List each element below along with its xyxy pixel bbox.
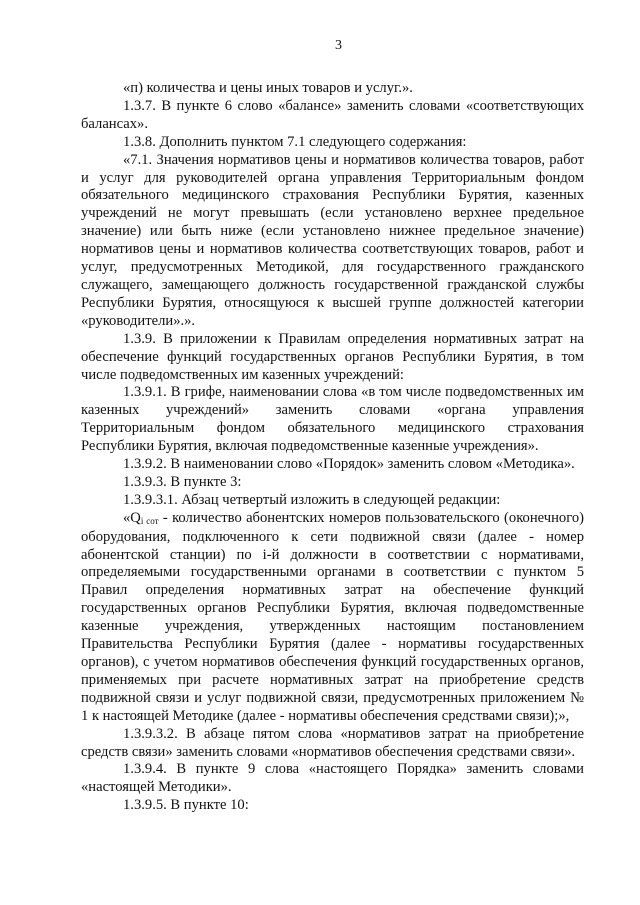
paragraph-1-3-9: 1.3.9. В приложении к Правилам определения нормативных затрат на обеспечение функций государственных органов Республики Бурятия, в том числе подведомственных им казенных учреждений:: [81, 330, 584, 383]
document-body: [81, 80, 584, 815]
paragraph-1-3-9-3-1: 1.3.9.3.1. Абзац четвертый изложить в следующей редакции:: [123, 491, 501, 508]
paragraph-1-3-9-5: 1.3.9.5. В пункте 10:: [123, 797, 249, 814]
paragraph-1-3-7: 1.3.7. В пункте 6 слово «балансе» заменить словами «соответствующих балансах».: [81, 97, 584, 132]
formula-subscript: i сот: [140, 515, 159, 526]
paragraph-7-1: «7.1. Значения нормативов цены и нормативов количества товаров, работ и услуг для руководителей органа управления Территориальным фондом обязательного медицинского страхования Республики Бурятия, казенных учреждений не могут превышать (если установлено верхнее предельное значение) или быть ниже (если установлено нижнее предельное значение) нормативов цены и нормативов количества соответствующих товаров, работ и услуг, предусмотренных Методикой, для государственного гражданского служащего, замещающего должность государственной гражданской службы Республики Бурятия, относящуюся к высшей группе должностей категории «руководители».».: [81, 151, 584, 329]
page-number: 3: [335, 38, 342, 53]
paragraph-formula-q: [81, 510, 584, 726]
paragraph-1-3-9-2: 1.3.9.2. В наименовании слово «Порядок» заменить словом «Методика».: [123, 456, 575, 473]
formula-symbol: Q: [130, 509, 141, 526]
paragraph-1-3-9-3-2: 1.3.9.3.2. В абзаце пятом слова «нормативов затрат на приобретение средств связи» заменить словами «нормативов обеспечения средствами связи».: [81, 725, 584, 760]
formula-open-quote: «: [123, 509, 131, 526]
paragraph-1-3-9-1: 1.3.9.1. В грифе, наименовании слова «в том числе подведомственных им казенных учреждений» заменить словами «органа управления Территориальным фондом обязательного медицинского страхования Республики Бурятия, включая подведомственные казенные учреждения».: [81, 384, 584, 455]
formula-definition: - количество абонентских номеров пользовательского (оконечного) оборудования, подключенного к сети подвижной связи (далее - номер абонентской станции) по i-й должности в соответствии с нормативами, определяемыми государственными органами в соответствии с пунктом 5 Правил определения нормативных затрат на обеспечение функций государственных органов Республики Бурятия, включая подведомственные казенные учреждения, утвержденных настоящим постановлением Правительства Республики Бурятия (далее - нормативы государственных органов), с учетом нормативов обеспечения функций государственных органов, применяемых при расчете нормативных затрат на приобретение средств подвижной связи и услуг подвижной связи, предусмотренных приложением № 1 к настоящей Методике (далее - нормативы обеспечения средствами связи);»,: [81, 509, 584, 724]
paragraph-1-3-9-4: 1.3.9.4. В пункте 9 слова «настоящего Порядка» заменить словами «настоящей Методики».: [81, 761, 584, 796]
paragraph-1-3-8: 1.3.8. Дополнить пунктом 7.1 следующего содержания:: [123, 133, 467, 150]
paragraph-1-3-9-3: 1.3.9.3. В пункте 3:: [123, 473, 242, 490]
paragraph-p-item: «п) количества и цены иных товаров и услуг.».: [123, 80, 413, 96]
